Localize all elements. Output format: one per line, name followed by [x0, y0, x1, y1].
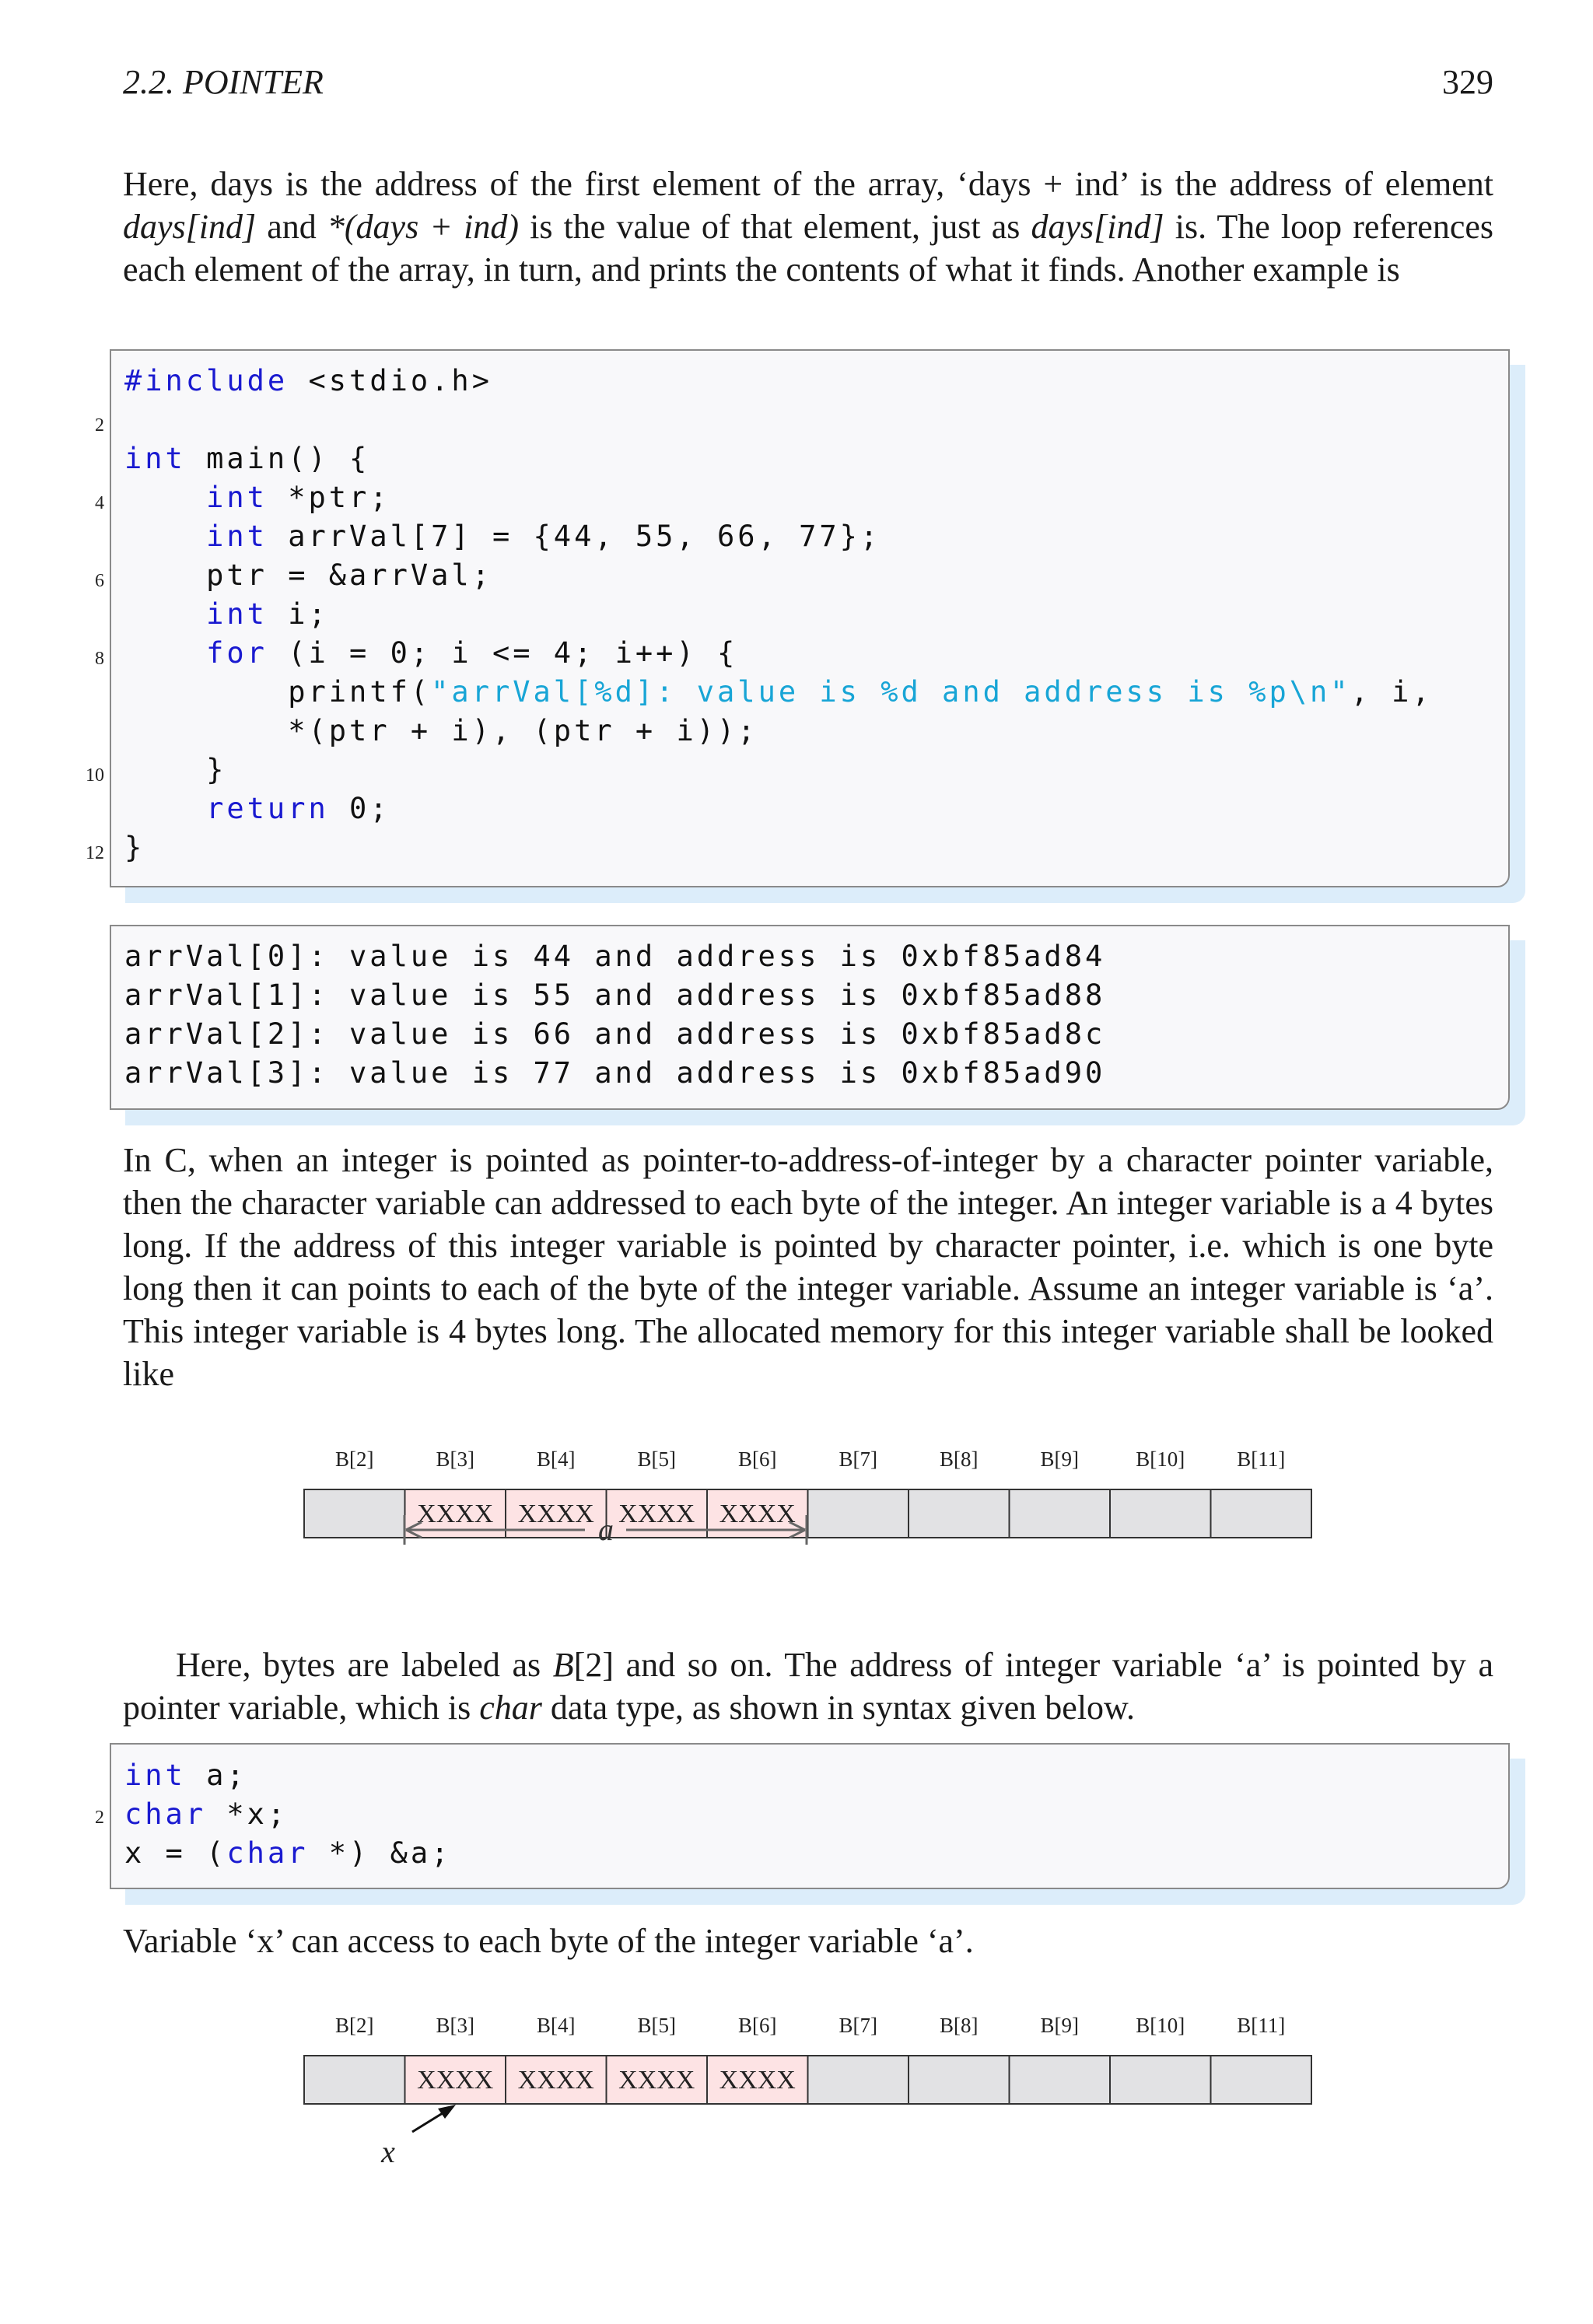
line-number: 2 — [95, 1808, 104, 1828]
byte-label: B[10] — [1136, 1447, 1185, 1471]
cell-value: XXXX — [517, 2066, 594, 2095]
memory-cell — [808, 2056, 909, 2104]
byte-label: B[9] — [1040, 1447, 1079, 1471]
memory-cell — [1010, 2056, 1111, 2104]
memory-cell — [909, 1489, 1010, 1538]
pointer-label: x — [381, 2134, 395, 2169]
paragraph-intro: Here, days is the address of the first element of the array, ‘days + ind’ is the address of element days[ind] and *(days + ind) is the value of that element, just as days[ind] is. The loop references each element of the array, in turn, and prints the contents of what it finds. Another example is — [123, 165, 1493, 289]
paragraph-char-pointer: In C, when an integer is pointed as pointer-to-address-of-integer by a character pointer variable, then the character variable can addressed to each byte of the integer. An integer variable is a 4 bytes long. If the address of this integer variable is pointed by character pointer, i.e. which is one byte long then it can points to each of the byte of the integer variable. Assume an integer variable is ‘a’. This integer variable is 4 bytes long. The allocated memory for this integer variable shall be looked like — [123, 1141, 1493, 1393]
byte-label: B[3] — [436, 2014, 474, 2037]
line-number: 2 — [95, 415, 104, 436]
cell-value: XXXX — [719, 2066, 796, 2095]
memory-cell — [808, 1489, 909, 1538]
memory-diagram-span — [0, 1439, 1593, 1602]
cell-value: XXXX — [417, 1500, 494, 1528]
program-output-text: arrVal[0]: value is 44 and address is 0xbf85ad84 arrVal[1]: value is 55 and address is 0xbf85ad88 arrVal[2]: value is 66 and address is 0xbf85ad8c arrVal[3]: value is 77 and address is 0xbf85ad90 — [124, 940, 1106, 1090]
memory-cell — [1010, 1489, 1111, 1538]
byte-label: B[6] — [738, 1447, 777, 1471]
byte-label: B[11] — [1237, 2014, 1286, 2037]
pointer-arrowhead — [438, 2105, 456, 2119]
memory-cell — [304, 1489, 405, 1538]
byte-label: B[2] — [335, 1447, 374, 1471]
byte-label: B[8] — [940, 2014, 979, 2037]
page-header — [123, 62, 1493, 109]
paragraph-variable-x: Variable ‘x’ can access to each byte of the integer variable ‘a’. — [123, 1922, 974, 1960]
line-number: 6 — [95, 571, 104, 591]
byte-label: B[5] — [637, 1447, 676, 1471]
line-number: 4 — [95, 493, 104, 513]
memory-cell — [1211, 2056, 1312, 2104]
line-number: 8 — [95, 649, 104, 669]
byte-label: B[9] — [1040, 2014, 1079, 2037]
byte-label: B[11] — [1237, 1447, 1286, 1471]
byte-label: B[7] — [839, 1447, 877, 1471]
memory-cell — [1110, 1489, 1211, 1538]
code-listing-1-text: #include <stdio.h> int main() { int *ptr; int arrVal[7] = {44, 55, 66, 77}; ptr = &arrVal; int i; for (i = 0; i <= 4; i++) { printf("arrVal[%d]: value is %d and address is %p\n", i, *(ptr + i), (ptr + i)); } return 0; } — [124, 364, 1433, 864]
byte-label: B[4] — [537, 1447, 576, 1471]
byte-label: B[3] — [436, 1447, 474, 1471]
span-label: a — [598, 1512, 614, 1547]
code-listing-2-text: int a; char *x; x = (char *) &a; — [124, 1759, 452, 1870]
memory-cell — [1110, 2056, 1211, 2104]
page-number: 329 — [1442, 63, 1493, 101]
byte-label: B[2] — [335, 2014, 374, 2037]
cell-value: XXXX — [618, 2066, 695, 2095]
byte-label: B[7] — [839, 2014, 877, 2037]
byte-label: B[10] — [1136, 2014, 1185, 2037]
memory-cell — [1211, 1489, 1312, 1538]
line-number: 12 — [86, 843, 104, 863]
cell-value: XXXX — [417, 2066, 494, 2095]
byte-label: B[4] — [537, 2014, 576, 2037]
cell-value: XXXX — [517, 1500, 594, 1528]
byte-label: B[6] — [738, 2014, 777, 2037]
line-number: 10 — [86, 765, 104, 786]
memory-cell — [304, 2056, 405, 2104]
paragraph-bytes-labeled: Here, bytes are labeled as B[2] and so on. The address of integer variable ‘a’ is pointed by a pointer variable, which is char data type, as shown in syntax given below. — [123, 1646, 1494, 1727]
cell-value: XXXX — [719, 1500, 796, 1528]
section-title: 2.2. POINTER — [123, 63, 324, 101]
byte-label: B[5] — [637, 2014, 676, 2037]
byte-label: B[8] — [940, 1447, 979, 1471]
memory-diagram-pointer — [0, 2005, 1593, 2176]
cell-value: XXXX — [618, 1500, 695, 1528]
memory-cell — [909, 2056, 1010, 2104]
